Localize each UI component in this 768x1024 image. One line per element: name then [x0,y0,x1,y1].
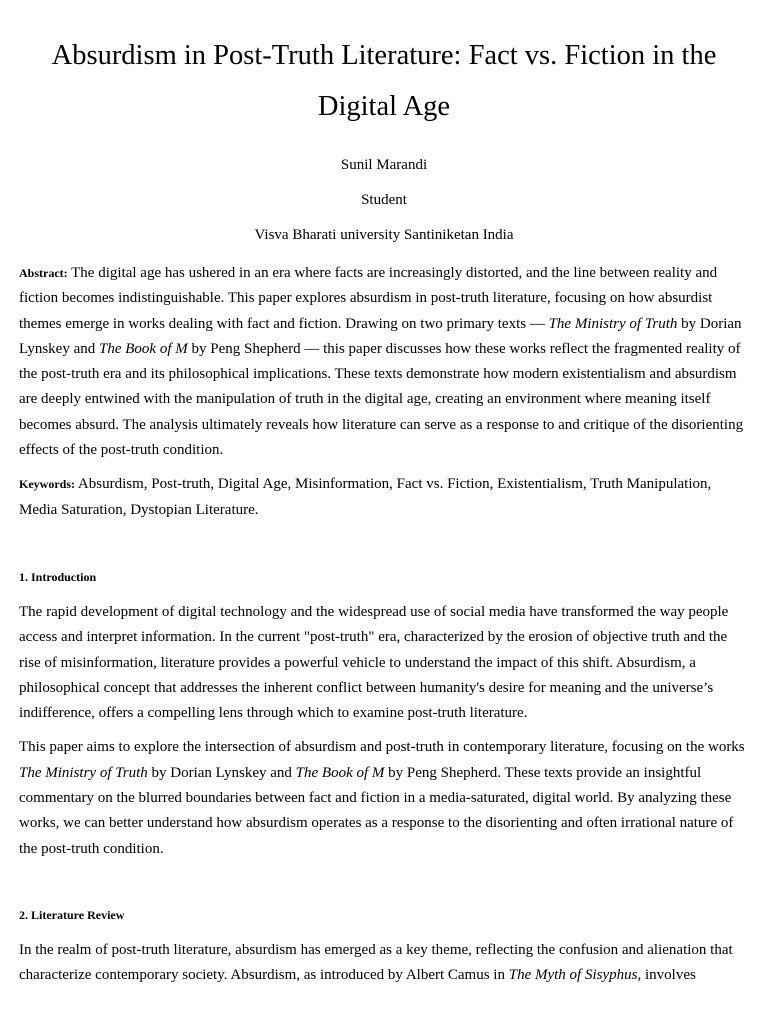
keywords [19,472,749,523]
paper-title: Absurdism in Post-Truth Literature: Fact vs. Fiction in the Digital Age [51,40,717,122]
abstract [19,261,749,463]
work-title: The Myth of Sisyphus [508,967,638,984]
body-text: by Dorian Lynskey and [147,764,296,781]
keywords-text: Absurdism, Post-truth, Digital Age, Misinformation, Fact vs. Fiction, Existentialism, Truth Manipulation, Media Saturation, Dystopian Literature. [19,476,712,518]
body-text: , involves [637,967,696,984]
author-affiliation: Visva Bharati university Santiniketan India [254,227,514,243]
keywords-label: Keywords: [19,477,75,492]
section-heading-introduction: 1. Introduction [19,569,97,584]
abstract-work-title: The Book of M [99,340,188,357]
body-text: In the realm of post-truth literature, absurdism has emerged as a key theme, reflecting the confusion and alienation that characterize contemporary society. Absurdism, as introduced by Albert Camus in [19,941,733,984]
body-text: by Peng Shepherd. These texts provide an insightful commentary on the blurred boundaries between fact and fiction in a media-saturated, digital world. By analyzing these works, we can better understand how absurdism operates as a response to the disorienting and often irrational nature of the post-truth condition. [19,764,734,857]
work-title: The Book of M [295,764,385,781]
section-heading-literature-review: 2. Literature Review [19,907,125,922]
introduction-paragraph: The rapid development of digital technology and the widespread use of social media have transformed the way people access and interpret information. In the current "post-truth" era, characterized by the erosion of objective truth and the rise of misinformation, literature provides a powerful vehicle to understand the impact of this shift. Absurdism, a philosophical concept that addresses the inherent conflict between humanity's desire for meaning and the universe’s indifference, offers a compelling lens through which to examine post-truth literature. [19,603,729,722]
body-text: This paper aims to explore the intersection of absurdism and post-truth in contemporary literature, focusing on the works [19,739,745,756]
abstract-text: by Peng Shepherd — this paper discusses how these works reflect the fragmented reality of the post-truth era and its philosophical implications. These texts demonstrate how modern existentialism and absurdism are deeply entwined with the manipulation of truth in the digital age, creating an environment where meaning itself becomes absurd. The analysis ultimately reveals how literature can serve as a response to and critique of the disorienting effects of the post-truth condition. [19,340,744,459]
abstract-text: by Dorian Lynskey and [19,315,742,357]
introduction-paragraph [19,735,749,861]
author-name: Sunil Marandi [340,157,428,173]
literature-review-paragraph [19,938,749,989]
author-role: Student [361,192,407,208]
work-title: The Ministry of Truth [19,764,148,781]
abstract-work-title: The Ministry of Truth [548,315,678,332]
abstract-text: The digital age has ushered in an era where facts are increasingly distorted, and the line between reality and fiction becomes indistinguishable. This paper explores absurdism in post-truth literature, focusing on how absurdist themes emerge in works dealing with fact and fiction. Drawing on two primary texts — [19,265,718,332]
abstract-label: Abstract: [19,266,68,280]
